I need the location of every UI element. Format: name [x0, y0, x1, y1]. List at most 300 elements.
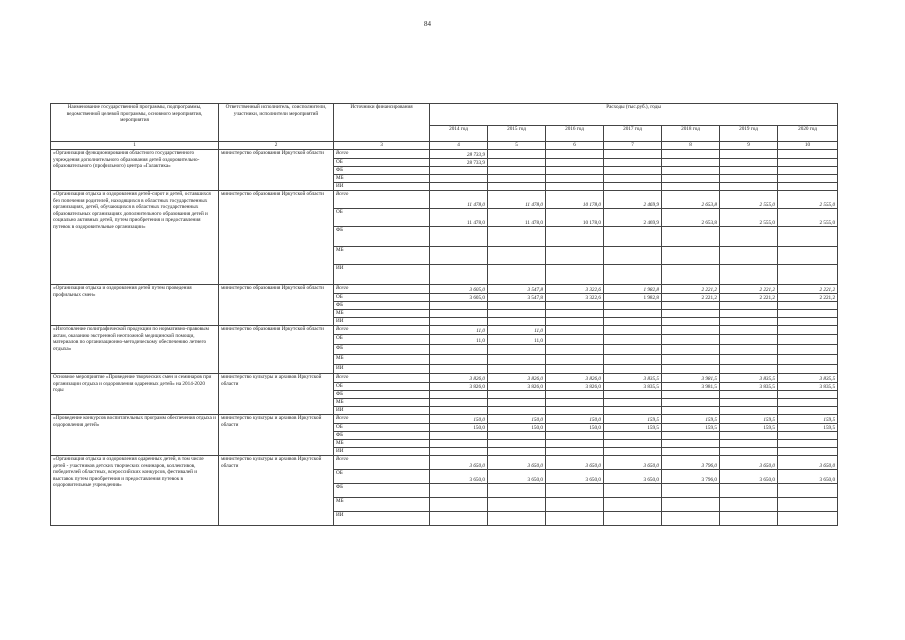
expense-value [546, 407, 604, 415]
expense-value [488, 302, 546, 310]
expense-value: 11 478,0 [430, 209, 488, 227]
expense-value [430, 318, 488, 326]
expense-value [662, 484, 720, 498]
responsible-executor: министерство образования Иркутской области [219, 150, 334, 191]
expense-value: 3 547,8 [488, 294, 546, 302]
expense-value [546, 302, 604, 310]
measure-name: «Организация функционирования областного государственного учреждения дополнительного образования детей оздоровительно-образовательного (профильного) центра «Галактика» [51, 150, 219, 191]
column-index: 9 [720, 142, 778, 150]
expense-value [546, 310, 604, 318]
table-row [51, 191, 838, 209]
table-row [51, 326, 838, 335]
expense-value: 159,5 [604, 424, 662, 432]
expense-value [720, 484, 778, 498]
expense-value [430, 448, 488, 456]
expense-value [778, 302, 838, 310]
expense-value [662, 365, 720, 374]
expense-value [546, 175, 604, 183]
expense-value [604, 484, 662, 498]
expense-value [778, 391, 838, 399]
expense-value: 3 826,0 [430, 374, 488, 383]
expense-value [546, 318, 604, 326]
expense-value [546, 355, 604, 365]
responsible-executor: министерство образования Иркутской области [219, 326, 334, 374]
expense-value: 3 650,0 [720, 470, 778, 484]
expense-value: 3 835,5 [604, 383, 662, 391]
expense-value [720, 512, 778, 526]
expense-value [604, 498, 662, 512]
funding-source: ИИ [334, 265, 430, 285]
budget-table [50, 103, 838, 526]
funding-source: МБ [334, 355, 430, 365]
expense-value [662, 432, 720, 440]
expense-value [488, 355, 546, 365]
expense-value [662, 310, 720, 318]
expense-value [430, 302, 488, 310]
expense-value: 3 835,5 [720, 374, 778, 383]
expense-value [488, 407, 546, 415]
table-row [51, 285, 838, 294]
expense-value [778, 365, 838, 374]
expense-value: 3 650,0 [546, 456, 604, 470]
expense-value [720, 183, 778, 191]
expense-value [546, 335, 604, 345]
expense-value [488, 399, 546, 407]
expense-value [720, 335, 778, 345]
expense-value: 3 650,0 [778, 470, 838, 484]
expense-value: 150,0 [546, 415, 604, 424]
expense-value [778, 484, 838, 498]
funding-source: ОБ [334, 424, 430, 432]
expense-value: 2 221,2 [662, 294, 720, 302]
expense-value [546, 432, 604, 440]
expense-value [604, 391, 662, 399]
expense-value [430, 484, 488, 498]
expense-value [430, 512, 488, 526]
expense-value [430, 345, 488, 355]
expense-value: 2 221,2 [778, 294, 838, 302]
expense-value: 3 650,0 [488, 456, 546, 470]
expense-value: 2 469,9 [604, 191, 662, 209]
expense-value [546, 167, 604, 175]
expense-value [778, 345, 838, 355]
funding-source: ОБ [334, 335, 430, 345]
expense-value [778, 247, 838, 265]
expense-value [662, 183, 720, 191]
expense-value: 3 826,0 [546, 383, 604, 391]
expense-value: 2 653,8 [662, 209, 720, 227]
expense-value: 159,5 [662, 424, 720, 432]
expense-value: 11 478,0 [488, 191, 546, 209]
header-year: 2017 год [604, 126, 662, 142]
expense-value [488, 247, 546, 265]
expense-value [720, 407, 778, 415]
expense-value [604, 302, 662, 310]
expense-value: 3 547,8 [488, 285, 546, 294]
expense-value [778, 512, 838, 526]
expense-value: 2 555,0 [778, 191, 838, 209]
funding-source: ОБ [334, 383, 430, 391]
expense-value [546, 391, 604, 399]
measure-name: «Организация отдыха и оздоровления детей-сирот и детей, оставшихся без попечения родителей, находящихся в областных государственных организациях, детей, обучающихся в областных государственных образовательных организациях дополнительного образования детей и социально активных детей, путем приобретения и предоставления путевок в оздоровительные организации» [51, 191, 219, 285]
expense-value [720, 365, 778, 374]
funding-source: МБ [334, 247, 430, 265]
expense-value: 28 733,9 [430, 159, 488, 167]
expense-value [604, 432, 662, 440]
column-index: 2 [219, 142, 334, 150]
expense-value [778, 265, 838, 285]
expense-value [778, 440, 838, 448]
expense-value [662, 265, 720, 285]
expense-value: 3 981,5 [662, 374, 720, 383]
expense-value [488, 345, 546, 355]
funding-source: ОБ [334, 294, 430, 302]
expense-value [488, 318, 546, 326]
expense-value [488, 167, 546, 175]
column-index: 4 [430, 142, 488, 150]
expense-value: 11,0 [430, 335, 488, 345]
expense-value: 3 981,5 [662, 383, 720, 391]
expense-value [430, 265, 488, 285]
funding-source: ФБ [334, 302, 430, 310]
expense-value [662, 498, 720, 512]
header-year: 2019 год [720, 126, 778, 142]
expense-value [778, 310, 838, 318]
expense-value [778, 498, 838, 512]
expense-value [546, 227, 604, 247]
column-index: 10 [778, 142, 838, 150]
expense-value: 3 650,0 [604, 470, 662, 484]
measure-name: «Организация отдыха и оздоровления одаренных детей, в том числе детей - участников детских творческих семинаров, коллективов, победителей областных, всероссийских конкурсов, фестивалей и выставок путем приобретения и предоставления путевок в оздоровительные учреждения» [51, 456, 219, 526]
expense-value: 2 555,0 [720, 209, 778, 227]
expense-value [662, 167, 720, 175]
expense-value [604, 407, 662, 415]
expense-value [488, 310, 546, 318]
expense-value [488, 498, 546, 512]
expense-value: 159,5 [778, 424, 838, 432]
expense-value: 10 178,0 [546, 209, 604, 227]
expense-value [430, 227, 488, 247]
column-index: 6 [546, 142, 604, 150]
expense-value [488, 448, 546, 456]
expense-value [604, 399, 662, 407]
expense-value [720, 448, 778, 456]
expense-value [662, 399, 720, 407]
expense-value [662, 302, 720, 310]
responsible-executor: министерство культуры и архивов Иркутской области [219, 456, 334, 526]
expense-value [604, 265, 662, 285]
expense-value [604, 448, 662, 456]
expense-value [546, 365, 604, 374]
expense-value [430, 175, 488, 183]
expense-value: 11 478,0 [488, 209, 546, 227]
expense-value [778, 399, 838, 407]
expense-value [488, 484, 546, 498]
expense-value [778, 432, 838, 440]
expense-value [488, 365, 546, 374]
funding-source: МБ [334, 175, 430, 183]
expense-value [720, 159, 778, 167]
expense-value: 150,0 [430, 415, 488, 424]
expense-value [778, 407, 838, 415]
funding-source: ОБ [334, 209, 430, 227]
page-number: 84 [424, 20, 431, 28]
column-index: 8 [662, 142, 720, 150]
expense-value [546, 484, 604, 498]
responsible-executor: министерство образования Иркутской области [219, 191, 334, 285]
expense-value [604, 247, 662, 265]
expense-value [604, 318, 662, 326]
expense-value [488, 159, 546, 167]
expense-value [430, 399, 488, 407]
expense-value [488, 227, 546, 247]
expense-value [778, 326, 838, 335]
expense-value [430, 183, 488, 191]
expense-value [720, 391, 778, 399]
expense-value [720, 310, 778, 318]
expense-value [720, 399, 778, 407]
expense-value: 159,5 [720, 424, 778, 432]
funding-source: ИИ [334, 407, 430, 415]
funding-source: Всего [334, 285, 430, 294]
expense-value: 1 982,8 [604, 285, 662, 294]
expense-value: 2 221,2 [720, 285, 778, 294]
expense-value [662, 440, 720, 448]
expense-value [604, 512, 662, 526]
table-row [51, 456, 838, 470]
expense-value: 3 650,0 [720, 456, 778, 470]
expense-value [662, 318, 720, 326]
expense-value [662, 345, 720, 355]
expense-value [662, 355, 720, 365]
expense-value [662, 150, 720, 159]
header-year: 2016 год [546, 126, 604, 142]
expense-value [604, 326, 662, 335]
funding-source: ИИ [334, 183, 430, 191]
expense-value: 11,0 [488, 326, 546, 335]
expense-value [604, 345, 662, 355]
expense-value [604, 150, 662, 159]
expense-value: 159,5 [778, 415, 838, 424]
expense-value: 3 605,0 [430, 294, 488, 302]
funding-source: Всего [334, 191, 430, 209]
expense-value: 3 650,0 [604, 456, 662, 470]
expense-value [662, 326, 720, 335]
expense-value: 2 653,8 [662, 191, 720, 209]
expense-value: 3 796,0 [662, 470, 720, 484]
expense-value [604, 310, 662, 318]
expense-value: 3 605,0 [430, 285, 488, 294]
expense-value: 2 555,0 [778, 209, 838, 227]
expense-value [604, 175, 662, 183]
expense-value [662, 512, 720, 526]
funding-source: ИИ [334, 318, 430, 326]
measure-name: «Проведение конкурсов воспитательных программ обеспечения отдыха и оздоровления детей» [51, 415, 219, 456]
responsible-executor: министерство культуры и архивов Иркутской области [219, 415, 334, 456]
expense-value: 1 982,8 [604, 294, 662, 302]
expense-value [430, 391, 488, 399]
expense-value: 3 322,6 [546, 285, 604, 294]
funding-source: ОБ [334, 470, 430, 484]
expense-value [720, 150, 778, 159]
expense-value [430, 167, 488, 175]
expense-value [488, 440, 546, 448]
responsible-executor: министерство образования Иркутской области [219, 285, 334, 326]
expense-value: 3 322,6 [546, 294, 604, 302]
expense-value [778, 318, 838, 326]
expense-value [604, 167, 662, 175]
expense-value [488, 512, 546, 526]
expense-value: 2 469,9 [604, 209, 662, 227]
column-index: 5 [488, 142, 546, 150]
header-name: Наименование государственной программы, подпрограммы, ведомственной целевой программы, основного мероприятия, мероприятия [51, 104, 219, 142]
expense-value [546, 399, 604, 407]
funding-source: ФБ [334, 391, 430, 399]
expense-value [778, 159, 838, 167]
expense-value: 2 221,2 [720, 294, 778, 302]
measure-name: «Изготовление полиграфической продукции по нормативно-правовым актам, оказанию экстренной неотложной медицинской помощи, материалов по организационно-методическому обеспечению летнего отдыха» [51, 326, 219, 374]
measure-name: Основное мероприятие «Проведение творческих смен и семинаров при организации отдыха и оздоровления одаренных детей» на 2014-2020 годы [51, 374, 219, 415]
expense-value [604, 365, 662, 374]
expense-value [488, 391, 546, 399]
expense-value [604, 183, 662, 191]
expense-value: 150,0 [546, 424, 604, 432]
expense-value [720, 167, 778, 175]
expense-value: 2 221,2 [662, 285, 720, 294]
expense-value: 150,0 [488, 424, 546, 432]
expense-value [778, 355, 838, 365]
expense-value [546, 498, 604, 512]
expense-value: 3 826,0 [488, 374, 546, 383]
header-year: 2020 год [778, 126, 838, 142]
expense-value [720, 432, 778, 440]
expense-value [720, 345, 778, 355]
expense-value: 3 650,0 [778, 456, 838, 470]
funding-source: ФБ [334, 432, 430, 440]
expense-value: 11 478,0 [430, 191, 488, 209]
funding-source: Всего [334, 456, 430, 470]
expense-value [778, 448, 838, 456]
expense-value: 3 650,0 [546, 470, 604, 484]
expense-value [604, 227, 662, 247]
expense-value [430, 432, 488, 440]
responsible-executor: министерство культуры и архивов Иркутской области [219, 374, 334, 415]
expense-value [720, 498, 778, 512]
column-index: 1 [51, 142, 219, 150]
expense-value [720, 265, 778, 285]
expense-value: 3 835,5 [778, 383, 838, 391]
expense-value [546, 326, 604, 335]
expense-value [546, 159, 604, 167]
expense-value [604, 335, 662, 345]
expense-value: 3 650,0 [488, 470, 546, 484]
expense-value [430, 440, 488, 448]
expense-value [430, 407, 488, 415]
measure-name: «Организация отдыха и оздоровления детей путем проведения профильных смен» [51, 285, 219, 326]
expense-value: 3 835,5 [720, 383, 778, 391]
expense-value: 3 835,5 [604, 374, 662, 383]
expense-value [720, 355, 778, 365]
expense-value [546, 150, 604, 159]
funding-source: Всего [334, 150, 430, 159]
expense-value [720, 302, 778, 310]
expense-value [778, 335, 838, 345]
expense-value [604, 159, 662, 167]
expense-value [488, 432, 546, 440]
funding-source: Всего [334, 374, 430, 383]
expense-value: 11,0 [430, 326, 488, 335]
expense-value: 159,5 [720, 415, 778, 424]
expense-value [546, 183, 604, 191]
header-year: 2018 год [662, 126, 720, 142]
header-year: 2014 год [430, 126, 488, 142]
expense-value [720, 175, 778, 183]
header-year: 2015 год [488, 126, 546, 142]
expense-value: 2 221,2 [778, 285, 838, 294]
expense-value [488, 175, 546, 183]
funding-source: Всего [334, 326, 430, 335]
expense-value [662, 159, 720, 167]
expense-value: 11,0 [488, 335, 546, 345]
expense-value: 3 826,0 [546, 374, 604, 383]
table-row [51, 150, 838, 159]
expense-value: 3 796,0 [662, 456, 720, 470]
funding-source: ИИ [334, 365, 430, 374]
column-index: 7 [604, 142, 662, 150]
expense-value [430, 247, 488, 265]
expense-value [778, 227, 838, 247]
expense-value [662, 448, 720, 456]
header-expenses: Расходы (тыс.руб.), годы [430, 104, 838, 126]
expense-value [662, 335, 720, 345]
expense-value [662, 391, 720, 399]
header-responsible: Ответственный исполнитель, соисполнители, участники, исполнители мероприятий [219, 104, 334, 142]
expense-value [546, 345, 604, 355]
expense-value: 10 178,0 [546, 191, 604, 209]
expense-value: 3 826,0 [488, 383, 546, 391]
expense-value: 3 826,0 [430, 383, 488, 391]
expense-value: 150,0 [488, 415, 546, 424]
header-source: Источники финансирования [334, 104, 430, 142]
expense-value [720, 326, 778, 335]
funding-source: ИИ [334, 448, 430, 456]
expense-value: 3 650,0 [430, 470, 488, 484]
expense-value: 159,5 [662, 415, 720, 424]
funding-source: МБ [334, 399, 430, 407]
expense-value [662, 407, 720, 415]
expense-value [778, 183, 838, 191]
expense-value: 2 555,0 [720, 191, 778, 209]
expense-value [546, 448, 604, 456]
expense-value: 3 835,5 [778, 374, 838, 383]
funding-source: ФБ [334, 484, 430, 498]
funding-source: ИИ [334, 512, 430, 526]
expense-value [488, 150, 546, 159]
expense-value: 28 733,9 [430, 150, 488, 159]
funding-source: ФБ [334, 345, 430, 355]
expense-value [662, 247, 720, 265]
funding-source: МБ [334, 498, 430, 512]
expense-value [546, 512, 604, 526]
expense-value [430, 310, 488, 318]
expense-value [430, 355, 488, 365]
funding-source: ФБ [334, 227, 430, 247]
table-row [51, 374, 838, 383]
expense-value [778, 150, 838, 159]
column-index: 3 [334, 142, 430, 150]
expense-value [720, 440, 778, 448]
expense-value [778, 175, 838, 183]
